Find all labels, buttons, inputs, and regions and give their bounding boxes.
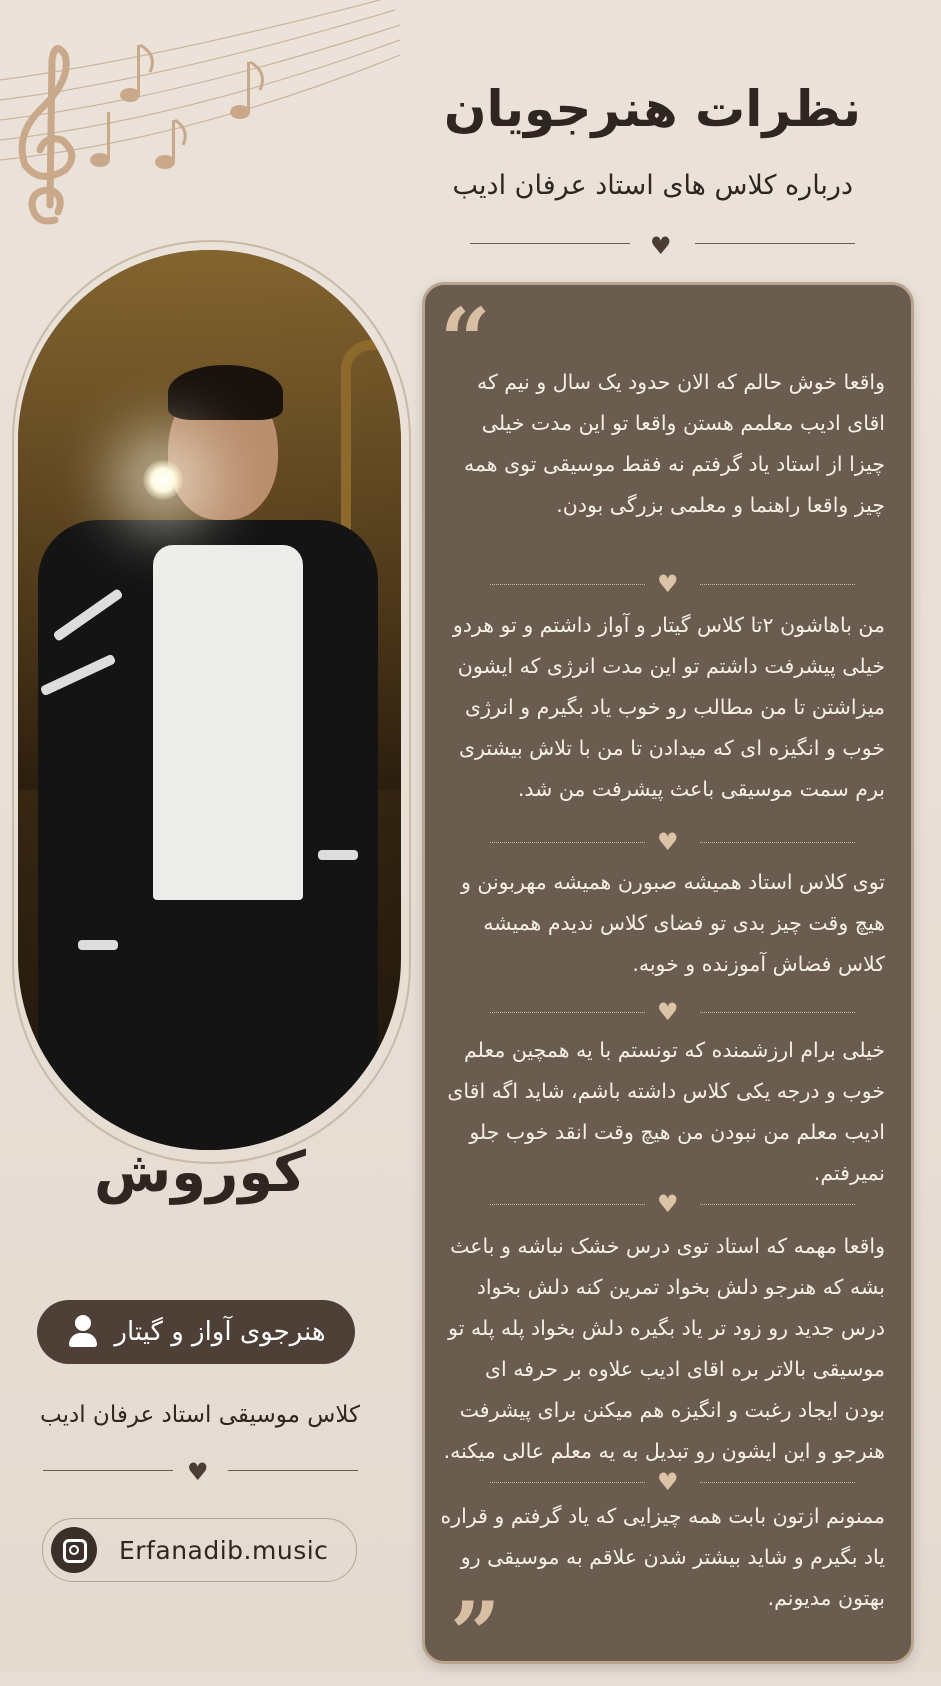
music-staff-decoration [0, 0, 400, 250]
student-name: کوروش [94, 1140, 306, 1205]
review-text: واقعا خوش حالم که الان حدود یک سال و نیم که اقای ادیب معلمم هستن واقعا تو این مدت خیلی چیزا از استاد یاد گرفتم نه فقط موسیقی توی همه چیز واقعا راهنما و معلمی بزرگی بودن. [463, 370, 885, 517]
review-separator [490, 830, 855, 856]
quote-close-icon: ” [450, 1582, 501, 1686]
review-separator [490, 1470, 855, 1496]
header-divider [470, 232, 855, 260]
review-text: من باهاشون ۲تا کلاس گیتار و آواز داشتم و تو هردو خیلی پیشرفت داشتم تو این مدت انرژی که ایشون میزاشتن تا من مطالب رو خوب یاد بگیرم و انرژی خوب و انگیزه ای که میدادن تا من با تلاش بیشتری برم سمت موسیقی باعث پیشرفت من شد. [452, 613, 885, 801]
user-icon [66, 1315, 100, 1349]
heart-icon: ♥ [650, 232, 672, 260]
review-text: واقعا مهمه که استاد توی درس خشک نباشه و باعث بشه که هنرجو دلش بخواد تمرین کنه دلش بخواد درس جدید رو زود تر یاد بگیره دلش بخواد پله پله تو موسیقی بالاتر بره اقای ادیب علاوه بر حرفه ای بودن ایجاد رغبت و انگیزه هم میکنن برای پیشرفت هنرجو و این ایشون رو تبدیل به یه معلم عالی میکنه. [443, 1234, 885, 1463]
student-role-badge [37, 1300, 355, 1364]
treble-clef-icon [22, 49, 72, 221]
heart-icon: ♥ [657, 570, 679, 598]
page-title: نظرات هنرجویان [443, 80, 861, 138]
music-note-icon [90, 45, 262, 169]
heart-icon: ♥ [657, 998, 679, 1026]
review-separator [490, 1000, 855, 1026]
page-subtitle: درباره کلاس های استاد عرفان ادیب [452, 170, 853, 201]
student-photo [18, 250, 401, 1150]
quote-open-icon: “ [440, 288, 491, 392]
heart-icon: ♥ [657, 1190, 679, 1218]
instagram-icon [51, 1527, 97, 1573]
class-description: کلاس موسیقی استاد عرفان ادیب [40, 1402, 360, 1428]
review-text: ممنونم ازتون بابت همه چیزایی که یاد گرفتم و قراره یاد بگیرم و شاید بیشتر شدن علاقم به موسیقی رو بهتون مدیونم. [440, 1504, 885, 1610]
heart-icon: ♥ [657, 1468, 679, 1496]
left-divider [43, 1458, 358, 1484]
heart-icon: ♥ [657, 828, 679, 856]
instagram-link[interactable] [42, 1518, 357, 1582]
student-role-label: هنرجوی آواز و گیتار [114, 1317, 326, 1347]
heart-icon: ♥ [187, 1458, 209, 1486]
instagram-handle[interactable]: Erfanadib.music [119, 1535, 329, 1565]
review-text: توی کلاس استاد همیشه صبورن همیشه مهربونن و هیچ وقت چیز بدی تو فضای کلاس ندیدم همیشه کلاس فضاش آموزنده و خوبه. [460, 870, 885, 976]
review-separator [490, 1192, 855, 1218]
review-separator [490, 572, 855, 598]
review-text: خیلی برام ارزشمنده که تونستم با یه همچین معلم خوب و درجه یکی کلاس داشته باشم، شاید اگه اقای ادیب معلم من نبودن من هیچ وقت انقد خوب جلو نمیرفتم. [447, 1038, 885, 1185]
